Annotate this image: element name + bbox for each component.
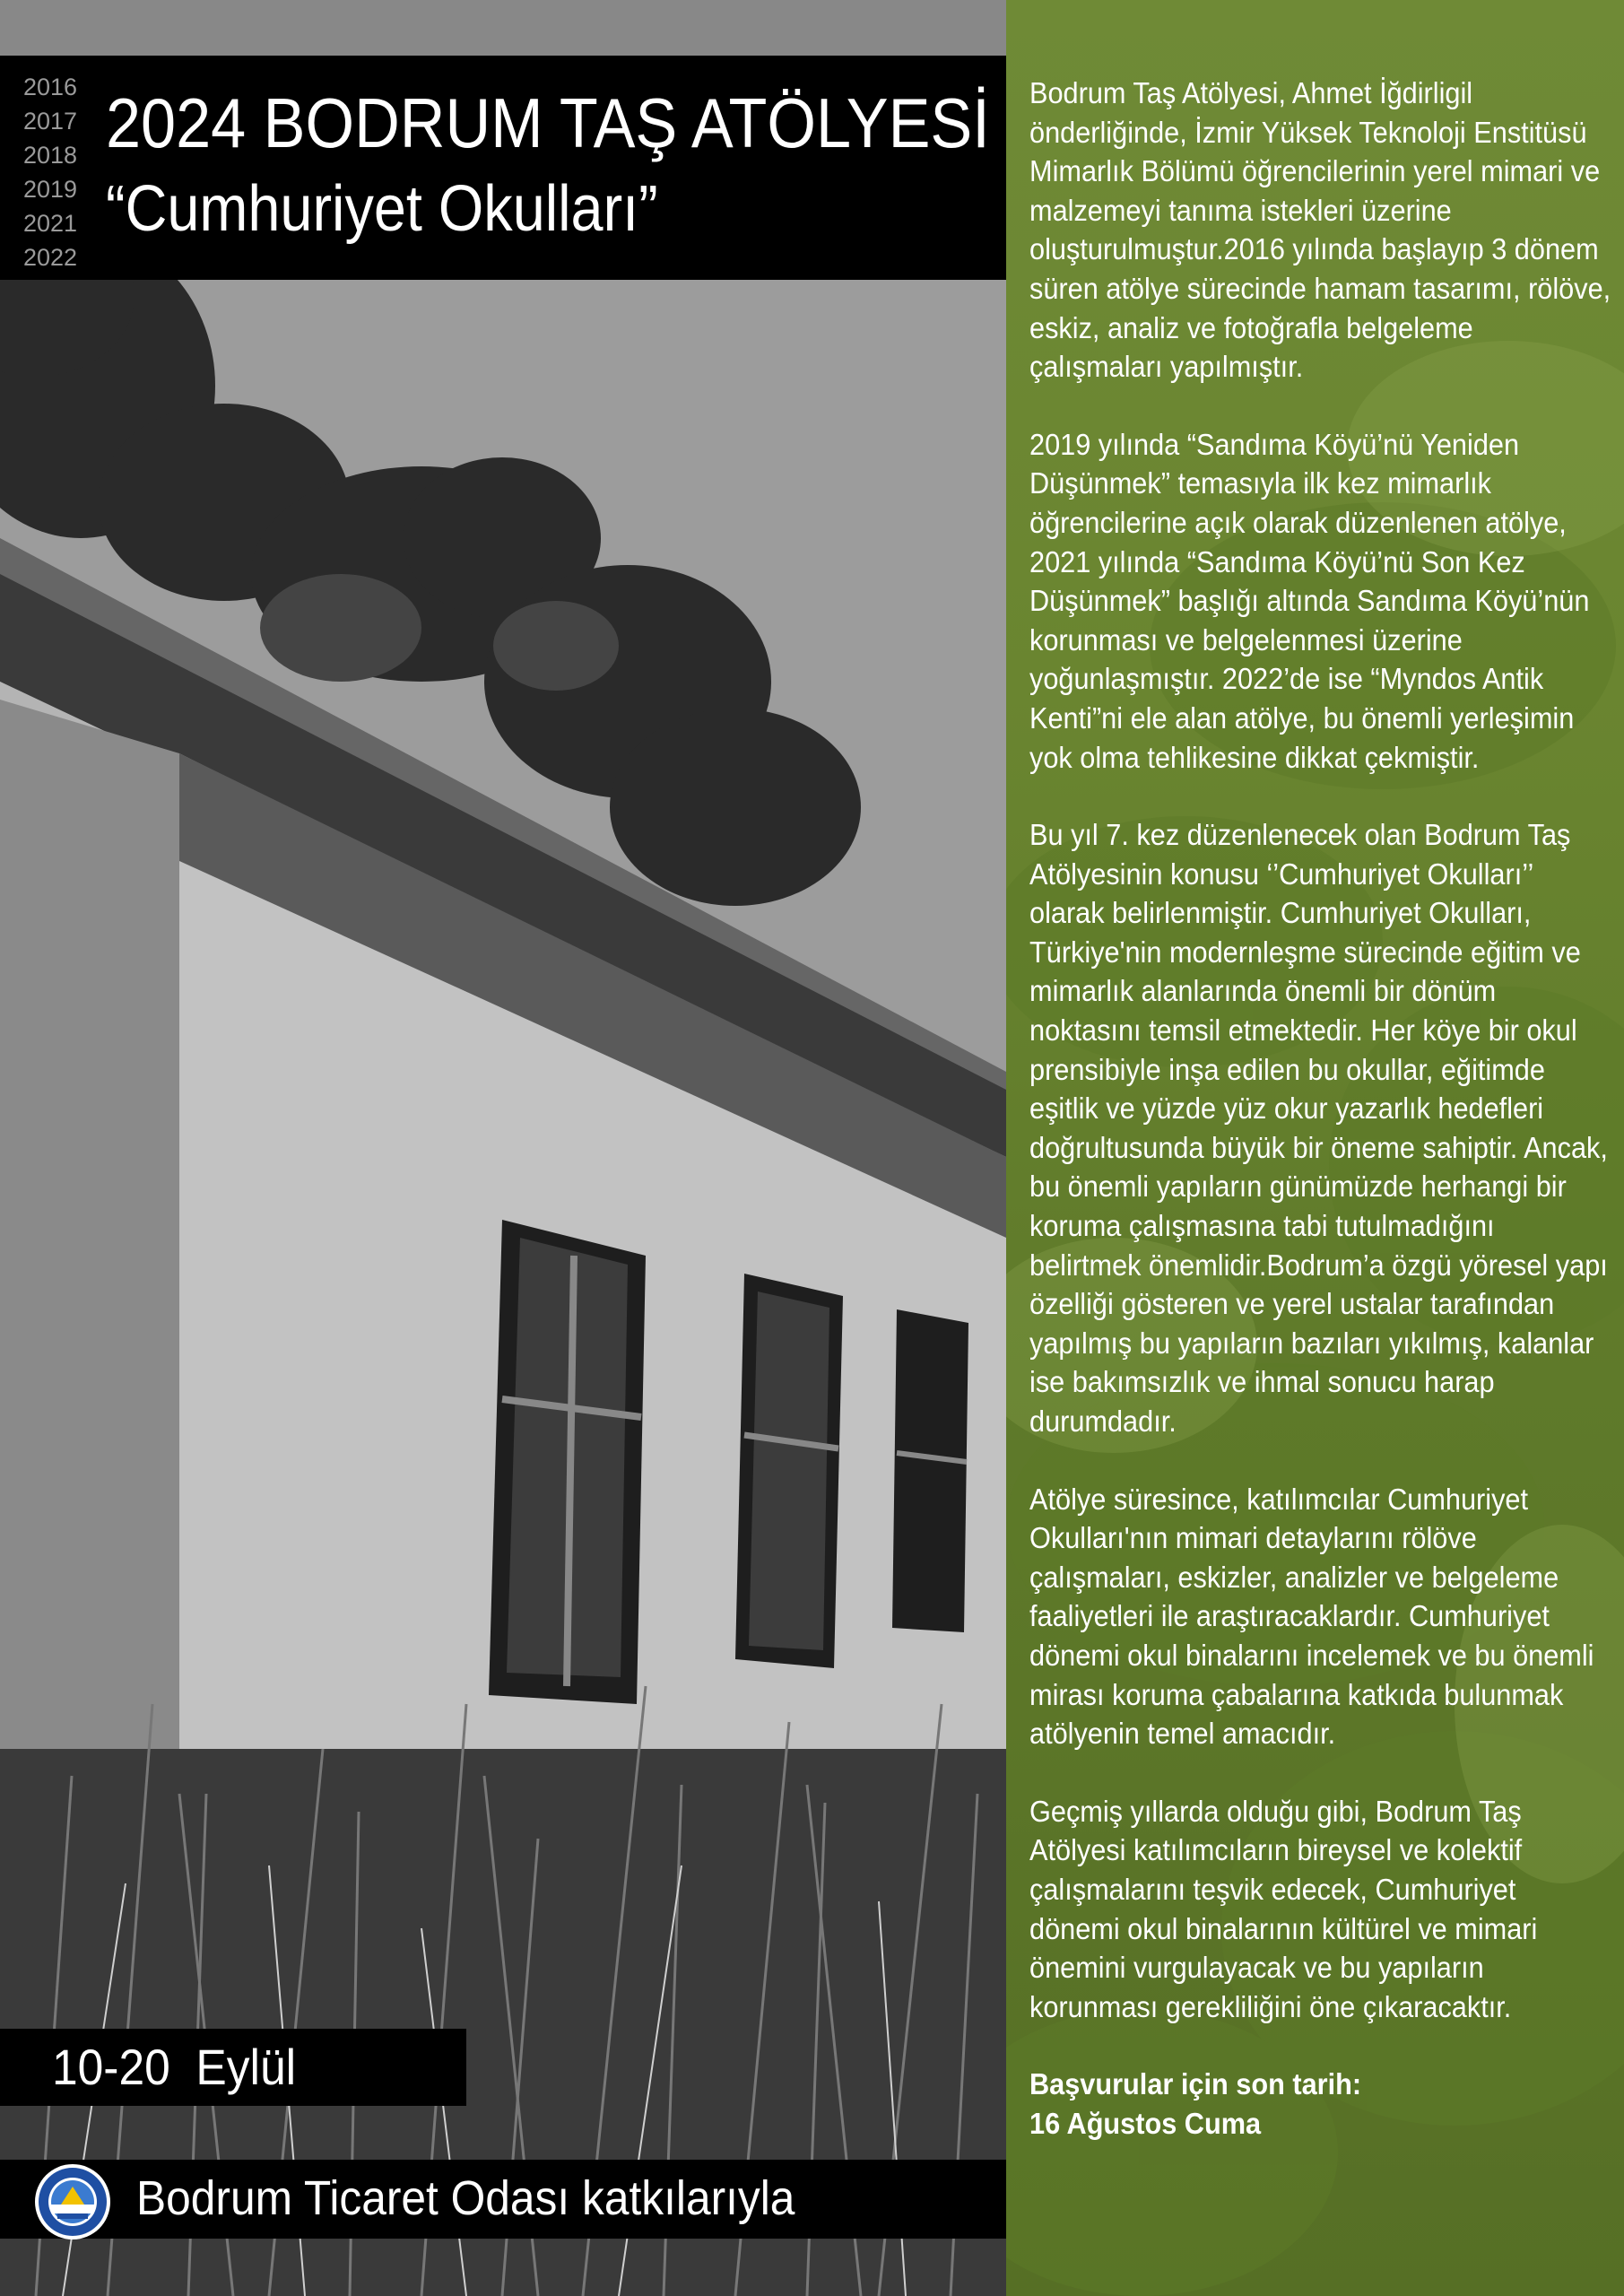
deadline-label: Başvurular için son tarih: (1029, 2067, 1362, 2101)
application-deadline (1029, 2065, 1612, 2143)
year-item: 2018 (23, 142, 78, 169)
paragraph-5: Geçmiş yıllarda olduğu gibi, Bodrum Taş Atölyesi katılımcıların bireysel ve kolektif çalışmalarını teşvik edecek, Cumhuriyet dönemi okul binalarının kültürel ve mimari önemini vurgulayacak ve bu yapıların korunması gerekliliğini öne çıkaracaktır. (1029, 1794, 1538, 2023)
year-item: 2016 (23, 74, 78, 100)
event-dates: 10-20 Eylül (52, 2039, 297, 2095)
paragraph-1: Bodrum Taş Atölyesi, Ahmet İğdirligil önderliğinde, İzmir Yüksek Teknoloji Enstitüsü Mimarlık Bölümü öğrencilerinin yerel mimari ve malzemeyi tanıma istekleri üzerine oluşturulmuştur.2016 yılında başlayıp 3 dönem süren atölye sürecinde hamam tasarımı, rölöve, eskiz, analiz ve fotoğrafla belgeleme çalışmaları yapılmıştır. (1029, 76, 1611, 384)
year-item: 2021 (23, 210, 78, 237)
deadline-date: 16 Ağustos Cuma (1029, 2106, 1262, 2140)
chamber-of-commerce-logo-icon (34, 2163, 111, 2240)
year-item: 2017 (23, 108, 78, 135)
paragraph-3: Bu yıl 7. kez düzenlenecek olan Bodrum Taş Atölyesinin konusu ‘’Cumhuriyet Okulları’’ olarak belirlenmiştir. Cumhuriyet Okulları, Türkiye'nin modernleşme sürecinde eğitim ve mimarlık alanlarında önemli bir dönüm noktasını temsil etmektedir. Her köye bir okul prensibiyle inşa edilen bu okullar, eğitimde eşitlik ve yüzde yüz okur yazarlık hedefleri doğrultusunda büyük bir öneme sahiptir. Ancak, bu önemli yapıların günümüzde herhangi bir koruma çalışmasına tabi tutulmadığını belirtmek önemlidir.Bodrum’a özgü yöresel yapı özelliği gösteren ve yerel ustalar tarafından yapılmış bu yapıların bazıları yıkılmış, kalanlar ise bakımsızlık ve ihmal sonucu harap durumdadır. (1029, 818, 1608, 1438)
poster-subtitle: “Cumhuriyet Okulları” (106, 173, 658, 245)
year-item: 2022 (23, 244, 78, 271)
year-item: 2019 (23, 176, 78, 203)
sponsor-credit: Bodrum Ticaret Odası katkılarıyla (136, 2171, 795, 2225)
past-years-list (23, 70, 95, 274)
info-panel (1006, 0, 1624, 2296)
paragraph-2: 2019 yılında “Sandıma Köyü’nü Yeniden Düşünmek” temasıyla ilk kez mimarlık öğrencilerine açık olarak düzenlenen atölye, 2021 yılında “Sandıma Köyü’nü Son Kez Düşünmek” başlığı altında Sandıma Köyü’nün korunması ve belgelenmesi üzerine yoğunlaşmıştır. 2022’de ise “Myndos Antik Kenti”ni ele alan atölye, bu önemli yerleşimin yok olma tehlikesine dikkat çekmiştir. (1029, 427, 1590, 774)
paragraph-4: Atölye süresince, katılımcılar Cumhuriyet Okulları'nın mimari detaylarını rölöve çalışmaları, eskizler, analizler ve belgeleme faaliyetleri ile araştıracaklardır. Cumhuriyet dönemi okul binalarını incelemek ve bu önemli mirası koruma çabalarına katkıda bulunmak atölyenin temel amacıdır. (1029, 1482, 1594, 1751)
description-text (1029, 74, 1612, 2144)
poster-title: 2024 BODRUM TAŞ ATÖLYESİ (106, 83, 990, 162)
